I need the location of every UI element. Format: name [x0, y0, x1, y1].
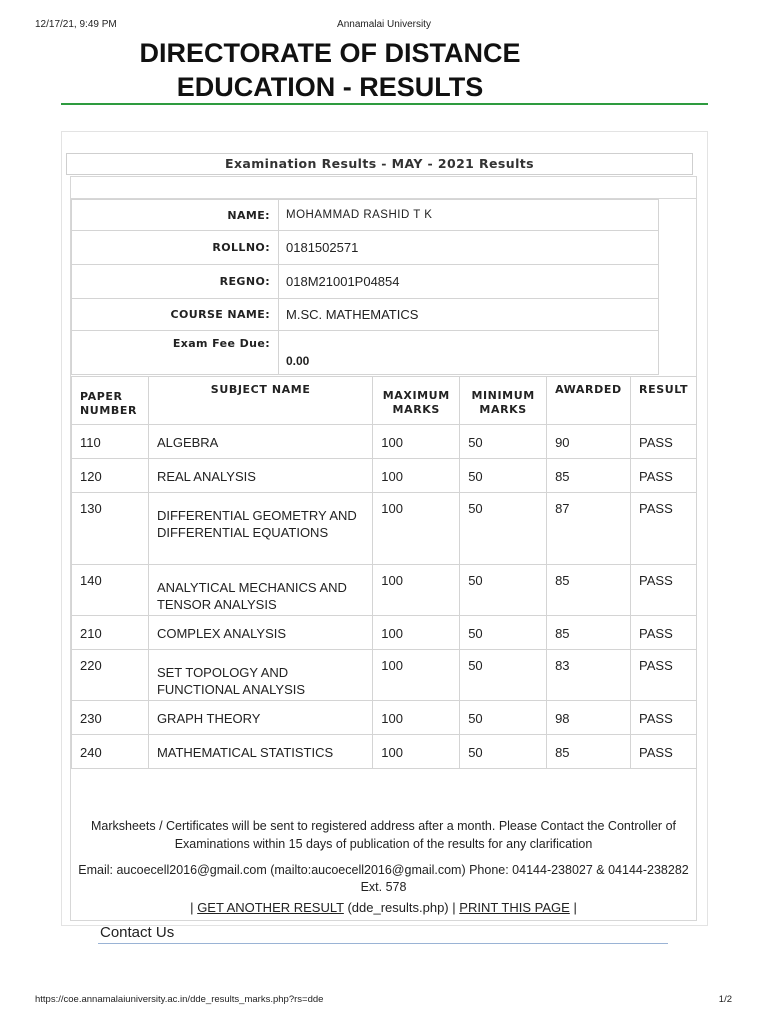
maximum-marks: 100 [373, 459, 460, 493]
link-separator: | [190, 900, 194, 915]
maximum-marks: 100 [373, 616, 460, 650]
rollno-value: 0181502571 [279, 231, 659, 265]
maximum-marks: 100 [373, 493, 460, 565]
subject-name: DIFFERENTIAL GEOMETRY AND DIFFERENTIAL EQUATIONS [148, 493, 372, 565]
table-row [72, 493, 697, 565]
subject-name: COMPLEX ANALYSIS [148, 616, 372, 650]
print-url: https://coe.annamalaiuniversity.ac.in/dde_results_marks.php?rs=dde [35, 994, 324, 1005]
subject-name: GRAPH THEORY [148, 701, 372, 735]
paper-number: 220 [72, 650, 149, 701]
minimum-marks: 50 [460, 735, 547, 769]
awarded-marks: 98 [547, 701, 631, 735]
print-site-name: Annamalai University [337, 19, 431, 30]
get-another-result-url: (dde_results.php) [347, 900, 449, 915]
col-maximum-marks: MAXIMUM MARKS [373, 377, 460, 425]
minimum-marks: 50 [460, 701, 547, 735]
table-row [72, 459, 697, 493]
fee-value: 0.00 [279, 331, 659, 375]
result: PASS [631, 565, 697, 616]
rollno-label: ROLLNO: [72, 231, 279, 265]
page-title-line1: DIRECTORATE OF DISTANCE [139, 38, 521, 68]
awarded-marks: 90 [547, 425, 631, 459]
result: PASS [631, 650, 697, 701]
subject-name: ALGEBRA [148, 425, 372, 459]
result-actions [71, 900, 696, 915]
awarded-marks: 85 [547, 735, 631, 769]
print-header [0, 19, 768, 33]
regno-row [72, 265, 659, 299]
blank-header-row [71, 176, 696, 199]
awarded-marks: 85 [547, 565, 631, 616]
result: PASS [631, 493, 697, 565]
paper-number: 110 [72, 425, 149, 459]
col-result: RESULT [631, 377, 697, 425]
contact-divider [98, 943, 668, 944]
marksheet-notice: Marksheets / Certificates will be sent to registered address after a month. Please Contact the Controller of Examinations within 15 days of publication of the results for any clarification [91, 819, 676, 851]
minimum-marks: 50 [460, 616, 547, 650]
minimum-marks: 50 [460, 650, 547, 701]
minimum-marks: 50 [460, 425, 547, 459]
table-row [72, 650, 697, 701]
maximum-marks: 100 [373, 735, 460, 769]
maximum-marks: 100 [373, 650, 460, 701]
paper-number: 230 [72, 701, 149, 735]
name-label: NAME: [72, 200, 279, 231]
print-page-number: 1/2 [718, 994, 732, 1005]
maximum-marks: 100 [373, 425, 460, 459]
paper-number: 140 [72, 565, 149, 616]
marks-header-row [72, 377, 697, 425]
get-another-result-link[interactable]: GET ANOTHER RESULT [197, 900, 344, 915]
result: PASS [631, 459, 697, 493]
course-label: COURSE NAME: [72, 299, 279, 331]
student-info-table [71, 199, 659, 375]
print-datetime: 12/17/21, 9:49 PM [35, 19, 117, 30]
table-row [72, 735, 697, 769]
col-awarded: AWARDED [547, 377, 631, 425]
awarded-marks: 83 [547, 650, 631, 701]
rollno-row [72, 231, 659, 265]
subject-name: REAL ANALYSIS [148, 459, 372, 493]
paper-number: 120 [72, 459, 149, 493]
table-row [72, 565, 697, 616]
result: PASS [631, 425, 697, 459]
fee-row [72, 331, 659, 375]
contact-us-heading[interactable]: Contact Us [100, 924, 175, 941]
minimum-marks: 50 [460, 565, 547, 616]
subject-name: MATHEMATICAL STATISTICS [148, 735, 372, 769]
awarded-marks: 85 [547, 616, 631, 650]
table-row [72, 701, 697, 735]
student-name: MOHAMMAD RASHID T K [279, 200, 659, 231]
fee-label: Exam Fee Due: [72, 331, 279, 375]
maximum-marks: 100 [373, 565, 460, 616]
paper-number: 240 [72, 735, 149, 769]
col-minimum-marks: MINIMUM MARKS [460, 377, 547, 425]
student-name-row [72, 200, 659, 231]
page-title [60, 36, 600, 104]
title-divider [61, 103, 708, 105]
subject-name: ANALYTICAL MECHANICS AND TENSOR ANALYSIS [148, 565, 372, 616]
minimum-marks: 50 [460, 493, 547, 565]
table-row [72, 616, 697, 650]
result: PASS [631, 701, 697, 735]
minimum-marks: 50 [460, 459, 547, 493]
link-separator: | [573, 900, 577, 915]
course-value: M.SC. MATHEMATICS [279, 299, 659, 331]
awarded-marks: 85 [547, 459, 631, 493]
table-row [72, 425, 697, 459]
paper-number: 130 [72, 493, 149, 565]
col-paper-number: PAPER NUMBER [72, 377, 149, 425]
course-row [72, 299, 659, 331]
awarded-marks: 87 [547, 493, 631, 565]
result: PASS [631, 616, 697, 650]
exam-heading: Examination Results - MAY - 2021 Results [66, 153, 693, 175]
maximum-marks: 100 [373, 701, 460, 735]
contact-email-phone: Email: aucoecell2016@gmail.com (mailto:aucoecell2016@gmail.com) Phone: 04144-238027 & 04144-238282 Ext. 578 [78, 863, 689, 894]
result: PASS [631, 735, 697, 769]
regno-value: 018M21001P04854 [279, 265, 659, 299]
link-separator: | [452, 900, 456, 915]
page-title-line2: EDUCATION - RESULTS [176, 72, 484, 102]
print-page-link[interactable]: PRINT THIS PAGE [459, 900, 570, 915]
col-subject-name: SUBJECT NAME [148, 377, 372, 425]
subject-name: SET TOPOLOGY AND FUNCTIONAL ANALYSIS [148, 650, 372, 701]
regno-label: REGNO: [72, 265, 279, 299]
paper-number: 210 [72, 616, 149, 650]
marks-table [71, 376, 697, 769]
